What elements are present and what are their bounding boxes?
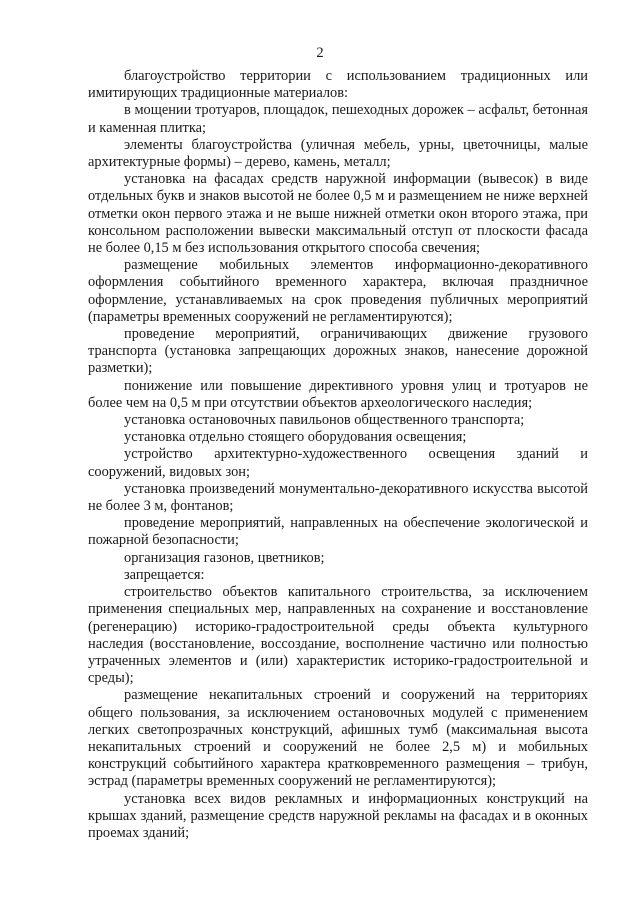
document-body	[88, 68, 588, 842]
paragraph-prohibited-heading: запрещается:	[124, 566, 205, 583]
paragraph-lighting-equipment: установка отдельно стоящего оборудования освещения;	[124, 429, 467, 446]
paragraph-architectural-lighting: устройство архитектурно-художественного освещения зданий и сооружений, видовых зон;	[88, 446, 588, 480]
paragraph-paving: в мощении тротуаров, площадок, пешеходных дорожек – асфальт, бетонная и каменная плитка;	[88, 102, 588, 136]
paragraph-improvement-elements: элементы благоустройства (уличная мебель, урны, цветочницы, малые архитектурные формы) – дерево, камень, металл;	[88, 136, 588, 171]
paragraph-freight-traffic: проведение мероприятий, ограничивающих движение грузового транспорта (установка запрещающих дорожных знаков, нанесение дорожной разметки);	[88, 326, 588, 377]
paragraph-non-capital-structures: размещение некапитальных строений и сооружений на территориях общего пользования, за исключением остановочных модулей с применением легких светопрозрачных конструкций, афишных тумб (максимальная высота некапитальных строений и сооружений не более 2,5 м) и мобильных конструкций событийного характера кратковременного размещения – трибун, эстрад (параметры временных сооружений не регламентируются);	[88, 687, 588, 790]
paragraph-improvement-materials: благоустройство территории с использованием традиционных или имитирующих традиционные материалов:	[88, 68, 588, 102]
paragraph-capital-construction: строительство объектов капитального строительства, за исключением применения специальных мер, направленных на сохранение и восстановление (регенерацию) историко-градостроительной среды объекта культурного наследия (восстановление, воссоздание, восполнение частично или полностью утраченных элементов и (или) характеристик историко-градостроительной и среды);	[88, 584, 588, 687]
paragraph-monumental-art: установка произведений монументально-декоративного искусства высотой не более 3 м, фонтанов;	[88, 480, 588, 515]
paragraph-street-level: понижение или повышение директивного уровня улиц и тротуаров не более чем на 0,5 м при отсутствии объектов археологического наследия;	[88, 377, 588, 411]
paragraph-lawns: организация газонов, цветников;	[124, 549, 325, 566]
paragraph-bus-stops: установка остановочных павильонов общественного транспорта;	[124, 412, 525, 429]
paragraph-mobile-decoration: размещение мобильных элементов информационно-декоративного оформления событийного временного характера, включая праздничное оформление, устанавливаемых на срок проведения публичных мероприятий (параметры временных сооружений не регламентируются);	[88, 257, 588, 325]
paragraph-advertising: установка всех видов рекламных и информационных конструкций на крышах зданий, размещение средств наружной рекламы на фасадах и в оконных проемах зданий;	[88, 790, 588, 841]
page-number: 2	[316, 45, 324, 61]
paragraph-signage: установка на фасадах средств наружной информации (вывесок) в виде отдельных букв и знаков высотой не более 0,5 м и размещением не ниже верхней отметки окон первого этажа и не выше нижней отметки окон второго этажа, при консольном расположении вывески максимальный отступ от плоскости фасада не более 0,15 м без использования открытого способа свечения;	[88, 171, 588, 257]
paragraph-ecological-safety: проведение мероприятий, направленных на обеспечение экологической и пожарной безопасности;	[88, 515, 588, 549]
